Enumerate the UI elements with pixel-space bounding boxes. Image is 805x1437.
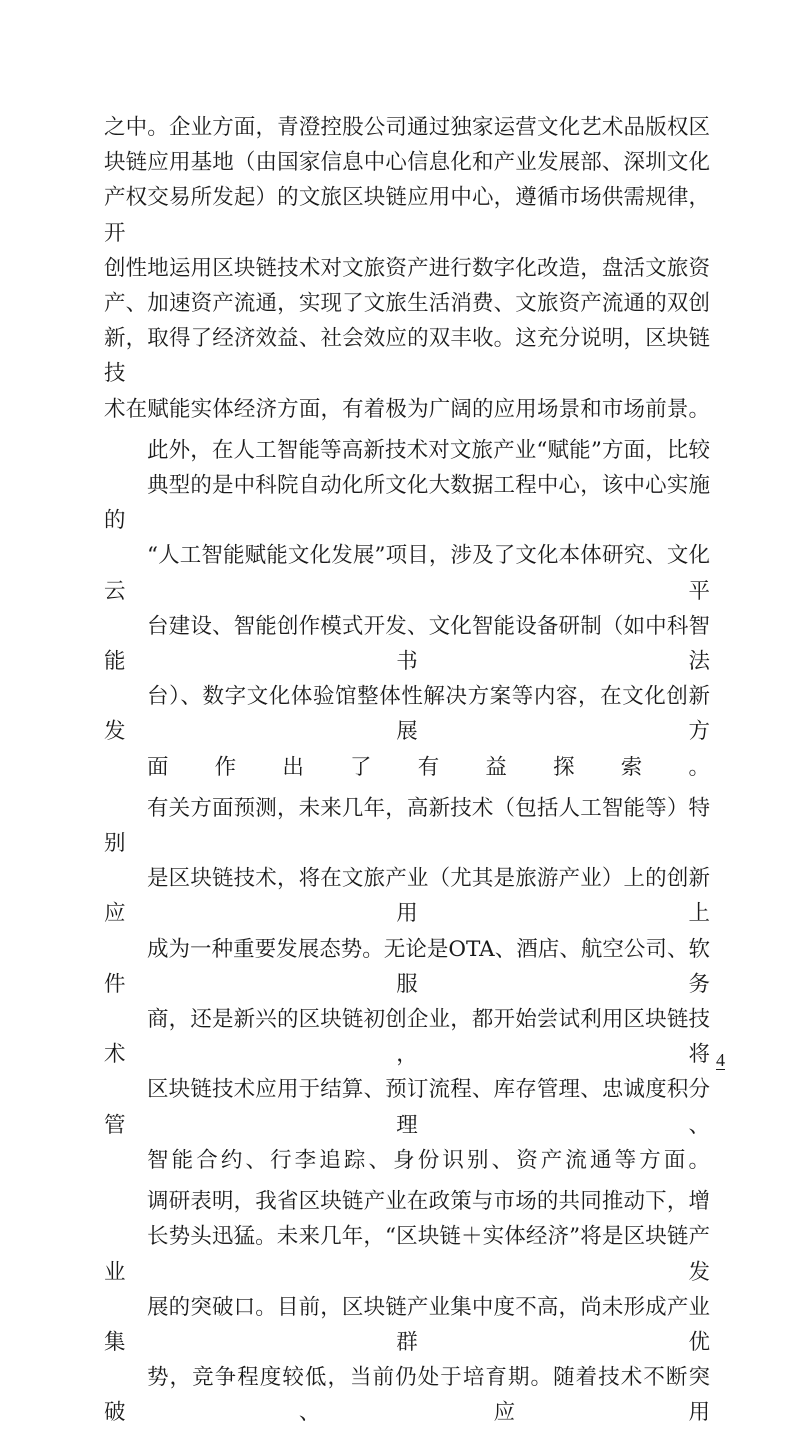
text-line: 产权交易所发起）的文旅区块链应用中心，遵循市场供需规律，开 bbox=[104, 185, 710, 246]
text-line: 新，取得了经济效益、社会效应的双丰收。这充分说明，区块链技 bbox=[104, 326, 710, 387]
text-line: 势，竞争程度较低，当前仍处于培育期。随着技术不断突破、应用 bbox=[104, 1365, 710, 1426]
text-line: 台建设、智能创作模式开发、文化智能设备研制（如中科智能书法 bbox=[104, 613, 710, 675]
text-line: 商，还是新兴的区块链初创企业，都开始尝试利用区块链技术，将 bbox=[104, 1007, 710, 1068]
text-line: 产、加速资产流通，实现了文旅生活消费、文旅资产流通的双创 bbox=[104, 291, 710, 317]
text-line: 展的突破口。目前，区块链产业集中度不高，尚未形成产业集群优 bbox=[104, 1294, 710, 1355]
paragraph-ai-empowerment bbox=[104, 433, 710, 785]
text-line: 术在赋能实体经济方面，有着极为广阔的应用场景和市场前景。 bbox=[104, 396, 710, 422]
body-text bbox=[104, 110, 710, 1437]
text-line: 是区块链技术，将在文旅产业（尤其是旅游产业）上的创新应用上 bbox=[104, 866, 710, 927]
text-line: 区块链技术应用于结算、预订流程、库存管理、忠诚度积分管理、 bbox=[104, 1077, 710, 1138]
text-line: 有关方面预测，未来几年，高新技术（包括人工智能等）特别 bbox=[104, 795, 710, 857]
text-line: 调研表明，我省区块链产业在政策与市场的共同推动下，增 bbox=[147, 1189, 710, 1215]
text-line: 块链应用基地（由国家信息中心信息化和产业发展部、深圳文化 bbox=[104, 150, 710, 176]
text-line: 台）、数字文化体验馆整体性解决方案等内容，在文化创新发展方 bbox=[104, 684, 710, 745]
text-line: 长势头迅猛。未来几年，“区块链＋实体经济”将是区块链产业发 bbox=[104, 1224, 710, 1285]
text-line: 典型的是中科院自动化所文化大数据工程中心，该中心实施的 bbox=[104, 473, 710, 534]
text-line: “人工智能赋能文化发展”项目，涉及了文化本体研究、文化云平 bbox=[104, 543, 710, 604]
page-number: 4 bbox=[716, 1050, 725, 1070]
paragraph-continuation bbox=[104, 110, 710, 427]
text-line: 之中。企业方面，青澄控股公司通过独家运营文化艺术品版权区 bbox=[104, 115, 710, 140]
paragraph-research bbox=[104, 1184, 710, 1430]
text-line: 此外，在人工智能等高新技术对文旅产业“赋能”方面，比较 bbox=[147, 437, 710, 463]
paragraph-forecast bbox=[104, 791, 710, 1178]
text-line: 成为一种重要发展态势。无论是OTA、酒店、航空公司、软件服务 bbox=[104, 936, 710, 997]
text-line: 创性地运用区块链技术对文旅资产进行数字化改造，盘活文旅资 bbox=[104, 255, 710, 281]
text-line: 智能合约、行李追踪、身份识别、资产流通等方面。 bbox=[147, 1147, 710, 1173]
text-line: 面作出了有益探索。 bbox=[147, 754, 710, 780]
